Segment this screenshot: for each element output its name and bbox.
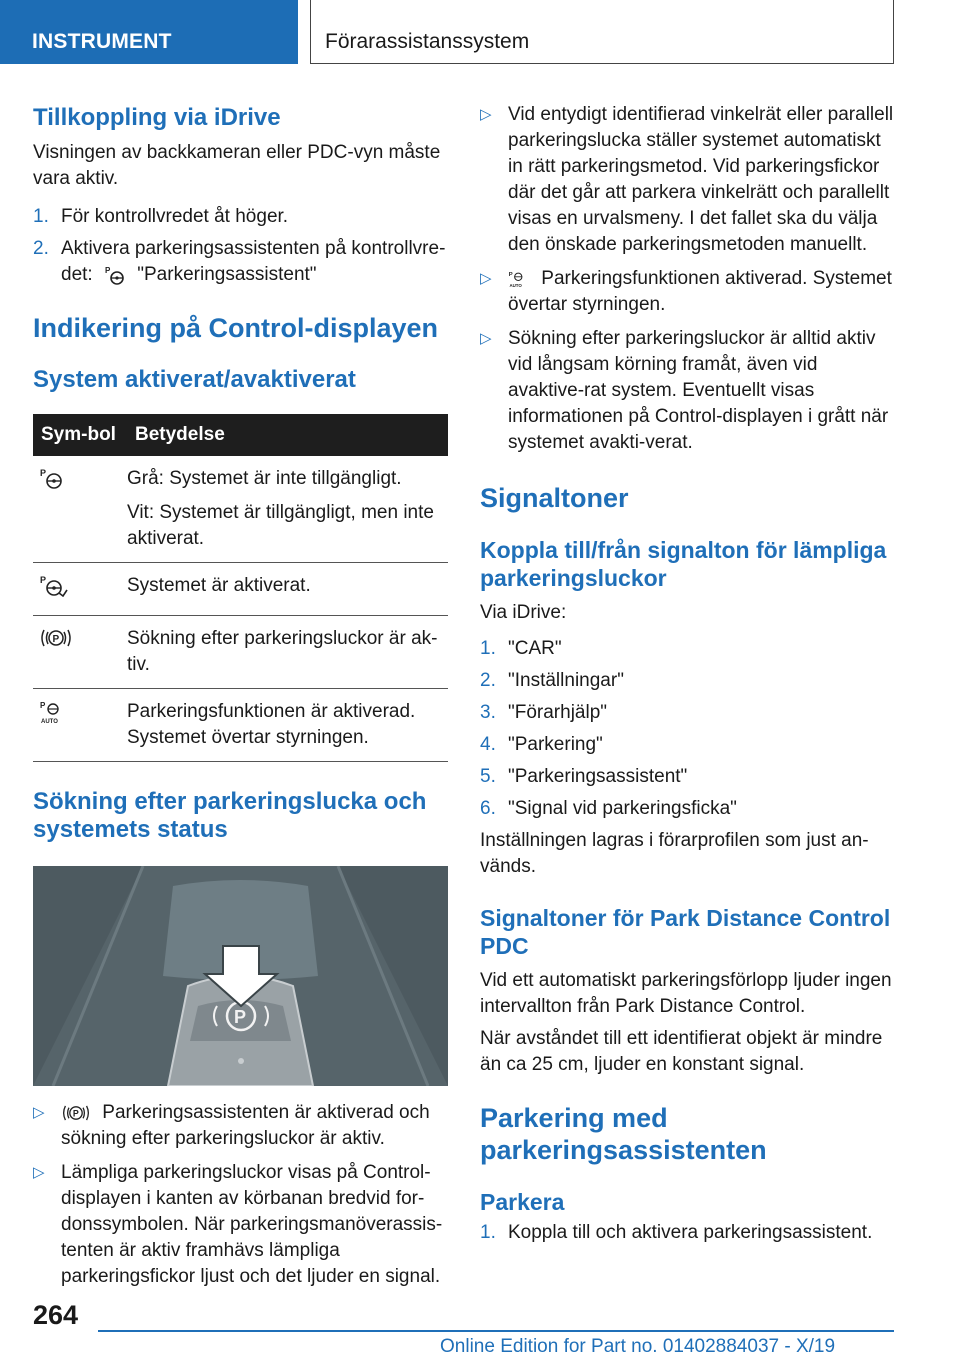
bullet-mark: ▷	[480, 330, 492, 347]
svg-text:AUTO: AUTO	[509, 283, 522, 289]
step-text: "Parkeringsassistent"	[508, 766, 688, 787]
step-text: För kontrollvredet åt höger.	[61, 206, 289, 227]
parking-scene-graphic	[33, 866, 448, 1086]
park-auto-icon	[39, 699, 69, 725]
step-number: 4.	[480, 734, 496, 755]
bullet-mark: ▷	[33, 1164, 45, 1181]
list-item	[33, 236, 448, 288]
col-meaning: Betydelse	[127, 414, 448, 456]
footer-divider	[98, 1330, 894, 1332]
bullet-text: Parkeringsassistenten är aktiverad och sökning efter parkeringsluckor är aktiv.	[61, 1102, 430, 1149]
step-text: "Parkering"	[508, 734, 603, 755]
list-item	[480, 796, 898, 822]
step-number: 1.	[33, 206, 49, 227]
paragraph-installningen: Inställningen lagras i förarprofilen som just an‐vänds.	[480, 830, 869, 877]
page-number: 264	[33, 1300, 79, 1330]
list-item	[33, 204, 448, 230]
step-text-quoted: "Parkeringsassistent"	[137, 264, 317, 285]
table-row	[33, 616, 448, 689]
step-number: 1.	[480, 638, 496, 659]
park-assist-icon	[104, 264, 126, 286]
list-item	[480, 700, 898, 726]
right-column	[480, 100, 898, 1246]
bullet-text: Sökning efter parkeringsluckor är alltid aktiv vid långsam körning framåt, även vid avaktive‐rat system. Eventuellt visas informationen på Control-displayen i grått när systemet avakti‐verat.	[508, 328, 889, 453]
paragraph-visningen: Visningen av backkameran eller PDC-vyn måste vara aktiv.	[33, 142, 441, 189]
table-row	[33, 689, 448, 762]
heading-parkering: Parkering med parkeringsassistenten	[480, 1103, 767, 1165]
chapter-header	[310, 0, 894, 64]
park-assist-active-icon	[39, 573, 69, 597]
svg-text:P: P	[508, 272, 513, 279]
paragraph-pdc-2: När avståndet till ett identifierat objekt är mindre än ca 25 cm, ljuder en konstant signal.	[480, 1028, 883, 1075]
table-cell-text: Sökning efter parkeringsluckor är ak‐tiv.	[127, 616, 448, 689]
table-cell-text: Grå: Systemet är inte tillgängligt.	[127, 468, 402, 489]
parking-display-illustration	[33, 866, 448, 1086]
table-header-row	[33, 414, 448, 456]
list-item	[480, 266, 898, 318]
svg-text:AUTO: AUTO	[41, 719, 58, 725]
svg-text:P: P	[40, 575, 47, 585]
parking-search-icon	[61, 1102, 91, 1124]
heading-tillkoppling: Tillkoppling via iDrive	[33, 104, 281, 131]
left-column	[33, 100, 448, 1290]
svg-text:P: P	[40, 468, 47, 478]
paragraph-pdc-1: Vid ett automatiskt parkeringsförlopp ljuder ingen intervallton från Park Distance Control.	[480, 970, 892, 1017]
section-title: INSTRUMENT	[32, 30, 172, 53]
bullet-mark: ▷	[480, 106, 492, 123]
table-cell-text: Vit: Systemet är tillgängligt, men inte aktiverat.	[127, 502, 434, 549]
steps-list	[33, 204, 448, 288]
heading-koppla: Koppla till/från signalton för lämpliga parkeringsluckor	[480, 537, 887, 591]
list-item	[480, 1220, 898, 1246]
svg-text:P: P	[72, 1108, 79, 1119]
table-row	[33, 563, 448, 616]
parking-search-icon	[39, 626, 73, 650]
step-number: 2.	[33, 238, 49, 259]
list-item	[480, 102, 898, 258]
heading-pdc: Signaltoner för Park Distance Control PDC	[480, 905, 891, 959]
heading-signaltoner: Signaltoner	[480, 483, 629, 513]
svg-text:P: P	[52, 634, 60, 645]
park-auto-icon	[508, 268, 530, 290]
list-item	[480, 732, 898, 758]
paragraph-via: Via iDrive:	[480, 602, 567, 623]
chapter-title: Förarassistanssystem	[325, 30, 530, 53]
bullet-text: Vid entydigt identifierad vinkelrät eller parallell parkeringslucka ställer systemet automatiskt in rätt parkeringsmetod. Vid parkeringsfickor där det går att parkera vinkelrätt och parallellt visas en urvalsmeny. I det fallet ska du välja den önskade parkeringsmetoden manuellt.	[508, 104, 894, 255]
step-text: "CAR"	[508, 638, 562, 659]
bullet-text: Lämpliga parkeringsluckor visas på Control-displayen i kanten av körbanan bredvid for‐donssymbolen. När parkeringsmanöverassis‐tenten är aktiv framhävs lämpliga parkeringsfickor ljust och det ljuder en signal.	[61, 1162, 443, 1287]
bullet-mark: ▷	[480, 270, 492, 287]
menu-steps-list	[480, 636, 898, 822]
heading-parkera: Parkera	[480, 1189, 565, 1215]
step-number: 6.	[480, 798, 496, 819]
step-number: 5.	[480, 766, 496, 787]
heading-sokning: Sökning efter parkeringslucka och systemets status	[33, 788, 427, 843]
step-text: "Förarhjälp"	[508, 702, 608, 723]
list-item	[480, 326, 898, 456]
svg-text:P: P	[104, 265, 111, 275]
step-text: "Inställningar"	[508, 670, 624, 691]
table-row	[33, 456, 448, 563]
edition-text: Online Edition for Part no. 01402884037 - X/19	[440, 1336, 836, 1357]
step-text: "Signal vid parkeringsficka"	[508, 798, 737, 819]
step-number: 1.	[480, 1222, 496, 1243]
bullet-mark: ▷	[33, 1104, 45, 1121]
list-item	[480, 668, 898, 694]
list-item	[33, 1160, 448, 1290]
svg-text:P: P	[234, 1007, 247, 1027]
bullet-text: Parkeringsfunktionen aktiverad. Systemet övertar styrningen.	[508, 268, 892, 315]
list-item	[480, 764, 898, 790]
table-cell-text: Systemet är aktiverat.	[127, 563, 448, 616]
symbol-table	[33, 414, 448, 762]
park-assist-icon	[39, 466, 65, 490]
section-tab	[0, 0, 298, 64]
svg-text:P: P	[40, 701, 46, 710]
table-cell-text: Parkeringsfunktionen är aktiverad. Systemet övertar styrningen.	[127, 689, 448, 762]
step-text: Aktivera parkeringsassistenten på kontrollvre‐det:	[61, 238, 446, 285]
list-item	[480, 636, 898, 662]
heading-system: System aktiverat/avaktiverat	[33, 366, 356, 393]
step-number: 3.	[480, 702, 496, 723]
list-item	[33, 1100, 448, 1152]
col-symbol: Sym‐bol	[33, 414, 127, 456]
step-number: 2.	[480, 670, 496, 691]
step-text: Koppla till och aktivera parkeringsassistent.	[508, 1222, 873, 1243]
park-steps-list	[480, 1220, 898, 1246]
heading-indikering: Indikering på Control-displayen	[33, 313, 439, 343]
